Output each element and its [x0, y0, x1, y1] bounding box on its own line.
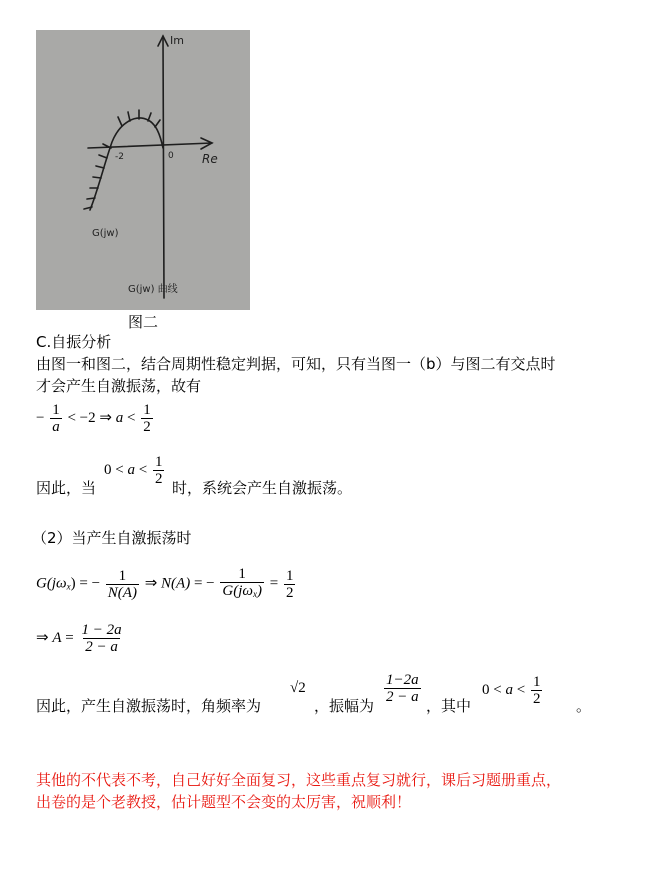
conclusion1-frac-num: 1 — [154, 454, 163, 470]
label-gjw: G(jw) — [92, 228, 119, 239]
note-line2: 出卷的是个老教授，估计题型不会变的太厉害，祝顺利！ — [36, 793, 412, 811]
conclusion2-prefix: 因此，产生自激振荡时，角频率为 — [36, 697, 262, 715]
eq1-frac2-den: 2 — [143, 419, 151, 435]
conclusion-2 — [36, 672, 636, 718]
conclusion2-sqrt: √2 — [290, 680, 306, 696]
section-c-prefix: C. — [36, 333, 52, 351]
eq3-frac-den: 2 − a — [85, 639, 118, 655]
eq2-frac2-den-close: ) — [256, 583, 262, 599]
section-c-line1: 由图一和图二，结合周期性稳定判据，可知，只有当图一（b）与图二有交点时 — [36, 355, 556, 373]
eq2-frac3-num: 1 — [285, 567, 294, 584]
figure-photo — [36, 30, 250, 310]
conclusion2-a: a — [505, 681, 513, 698]
label-curve: G(jw) 曲线 — [128, 284, 178, 295]
conclusion2-frac2-num: 1 — [532, 674, 541, 690]
nyquist-sketch — [36, 30, 250, 310]
conclusion1-frac — [153, 454, 165, 487]
eq3-eq: = — [65, 629, 74, 646]
eq2-frac3 — [284, 568, 296, 601]
note-line1: 其他的不代表不考，自己好好全面复习，这些重点复习就行，课后习题册重点， — [36, 771, 562, 789]
eq2-eqminus: = − — [79, 575, 101, 592]
eq2-frac2-den-g: G(jω — [222, 583, 253, 599]
eq2-frac2-den — [220, 582, 264, 602]
section-c-line2: 才会产生自激振荡，故有 — [36, 377, 202, 395]
eq2-frac3-den: 2 — [285, 584, 294, 601]
conclusion2-frac2 — [531, 674, 543, 707]
label-minus2: -2 — [115, 152, 124, 162]
eq3-a: A — [52, 629, 62, 646]
conclusion1-a: a — [127, 461, 135, 478]
eq3-frac — [79, 622, 123, 655]
eq1-lt: < — [126, 409, 136, 426]
eq2-frac1-num: 1 — [118, 567, 127, 584]
conclusion2-mid2: ，其中 — [426, 697, 472, 715]
label-re: Re — [202, 152, 218, 166]
eq2-arg: (jω — [46, 575, 67, 592]
eq1-mid: < −2 ⇒ — [67, 409, 112, 426]
conclusion2-lt: < — [516, 681, 526, 698]
conclusion1-suffix: 时，系统会产生自激振荡。 — [172, 479, 353, 497]
eq1-a: a — [115, 409, 124, 426]
eq2-frac2-den-sub: x — [252, 589, 257, 599]
eq1-frac2-num: 1 — [143, 402, 151, 418]
eq2-close: ) — [70, 575, 76, 592]
part2-heading: （2）当产生自激振荡时 — [32, 529, 192, 547]
conclusion2-math — [482, 674, 544, 707]
eq2-frac1-den: N(A) — [107, 584, 137, 601]
eq2-na: N(A) — [161, 575, 191, 592]
section-c-heading — [36, 332, 111, 352]
conclusion1-prefix: 因此，当 — [36, 479, 97, 497]
eq2-frac1 — [106, 568, 139, 601]
eq1-frac1-den: a — [52, 419, 60, 435]
conclusion2-end: 。 — [576, 697, 592, 715]
eq1-frac1-num: 1 — [52, 402, 60, 418]
conclusion2-frac — [384, 672, 421, 705]
eq2-sub: x — [66, 581, 71, 592]
label-im: Im — [170, 34, 184, 47]
equation-1 — [36, 402, 155, 435]
eq2-g: G — [36, 575, 47, 592]
eq2-frac2-num: 1 — [238, 566, 246, 582]
section-c-title: 自振分析 — [51, 333, 112, 351]
conclusion2-mid1: ，振幅为 — [314, 697, 375, 715]
eq2-implies: ⇒ — [144, 575, 158, 592]
conclusion2-frac2-den: 2 — [532, 691, 541, 707]
label-zero: 0 — [168, 151, 174, 161]
conclusion1-lt: < — [138, 461, 148, 478]
eq2-frac2 — [220, 566, 264, 602]
conclusion1-math — [104, 454, 166, 487]
eq3-implies: ⇒ — [36, 629, 49, 646]
conclusion2-frac-den: 2 − a — [386, 689, 419, 705]
eq1-minus: − — [36, 409, 45, 426]
equation-2 — [36, 566, 297, 602]
equation-3 — [36, 622, 126, 655]
eq2-eqminus2: = − — [193, 575, 215, 592]
eq2-eq: = — [269, 575, 279, 592]
eq1-frac1 — [50, 402, 62, 435]
figure-caption: 图二 — [128, 313, 159, 331]
eq3-frac-num: 1 − 2a — [81, 622, 122, 638]
conclusion1-frac-den: 2 — [154, 471, 163, 487]
eq1-frac2 — [141, 402, 153, 435]
conclusion2-lhs: 0 < — [482, 681, 502, 698]
conclusion2-frac-num: 1−2a — [386, 672, 419, 688]
conclusion1-lhs: 0 < — [104, 461, 124, 478]
